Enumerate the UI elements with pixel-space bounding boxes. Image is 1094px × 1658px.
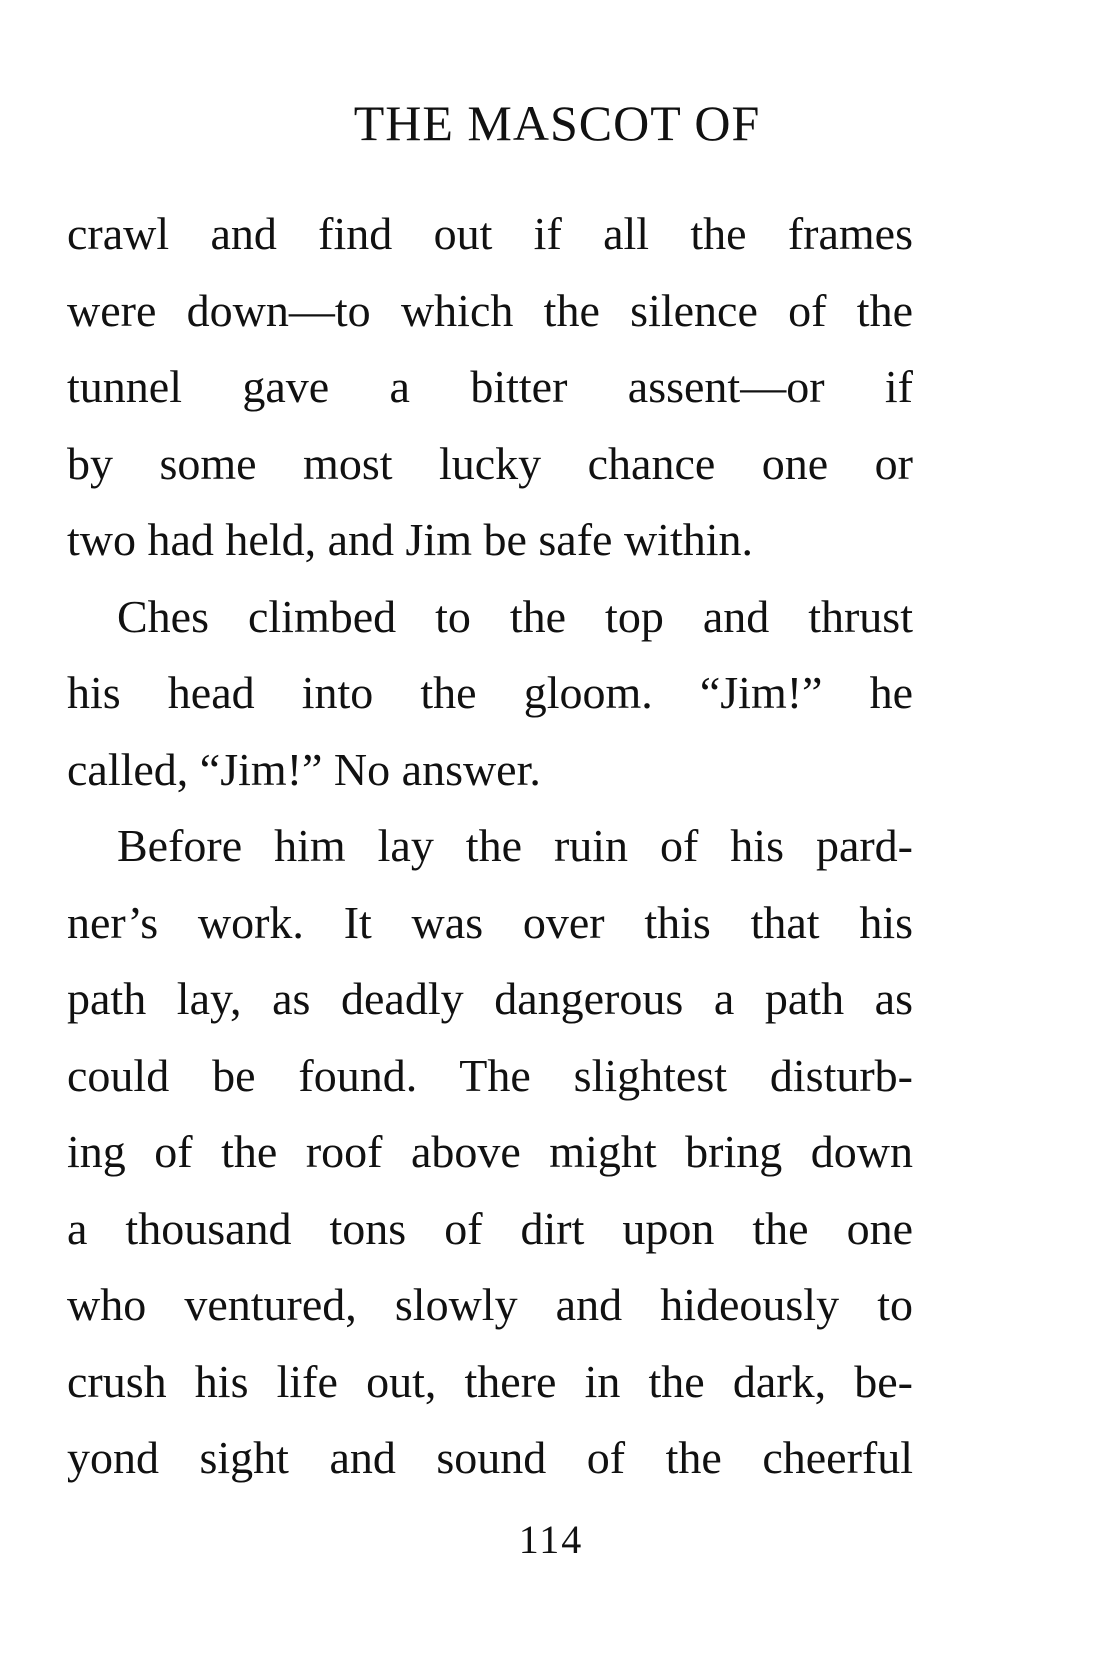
text-line: a thousand tons of dirt upon the one	[67, 1202, 913, 1254]
text-line: by some most lucky chance one or	[67, 437, 913, 489]
text-line: his head into the gloom. “Jim!” he	[67, 667, 913, 718]
text-line: called, “Jim!” No answer.	[67, 743, 541, 795]
text-line: ner’s work. It was over this that his	[67, 896, 913, 948]
text-line: path lay, as deadly dangerous a path as	[67, 973, 913, 1024]
text-line: Before him lay the ruin of his pard-	[117, 820, 913, 871]
text-line: ing of the roof above might bring down	[67, 1126, 913, 1177]
text-line: tunnel gave a bitter assent—or if	[67, 361, 913, 412]
text-line: Ches climbed to the top and thrust	[117, 590, 913, 642]
text-line: two had held, and Jim be safe within.	[67, 514, 754, 565]
text-line: crawl and find out if all the frames	[67, 208, 913, 259]
text-line: who ventured, slowly and hideously to	[67, 1279, 913, 1330]
text-line: were down—to which the silence of the	[67, 284, 913, 336]
text-line: yond sight and sound of the cheerful	[67, 1432, 913, 1483]
text-line: crush his life out, there in the dark, be-	[67, 1355, 913, 1407]
page-number: 114	[518, 1517, 584, 1562]
text-line: could be found. The slightest disturb-	[67, 1049, 913, 1101]
body-text	[67, 196, 913, 1497]
running-head: THE MASCOT OF	[353, 95, 761, 151]
